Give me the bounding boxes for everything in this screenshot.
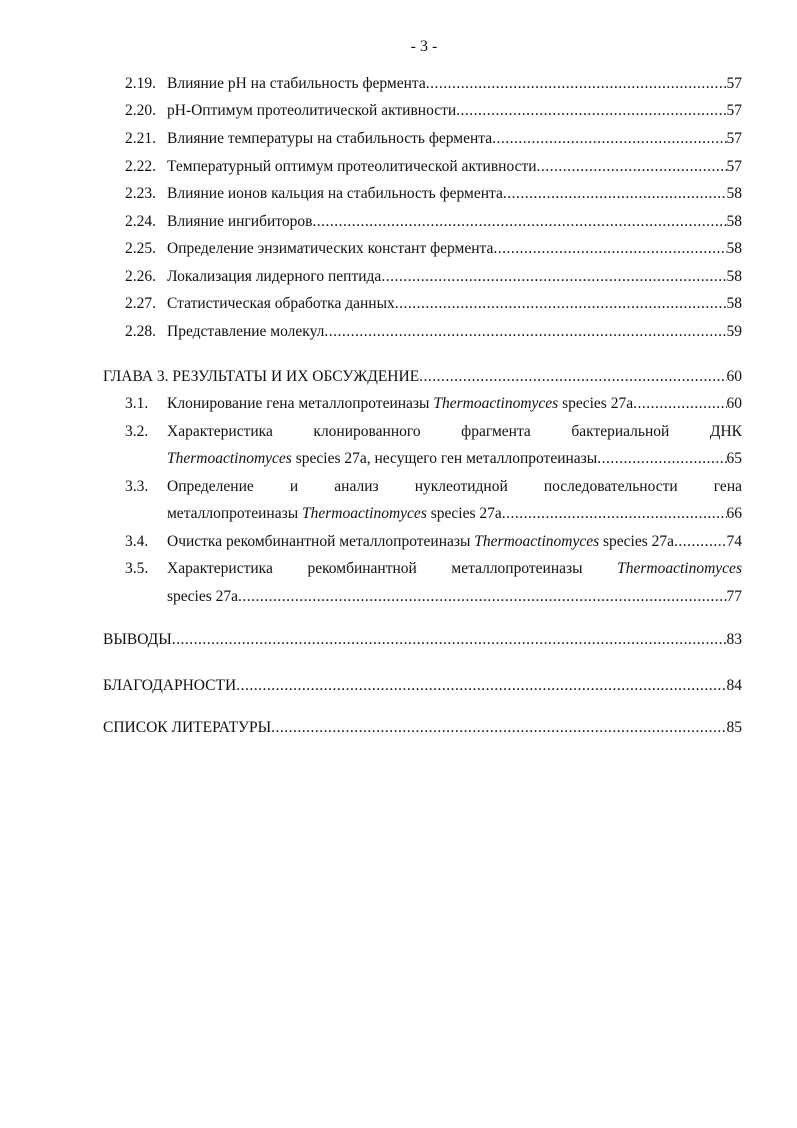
toc-entry-2-19[interactable]	[0, 73, 797, 95]
chapter-title: ГЛАВА 3. РЕЗУЛЬТАТЫ И ИХ ОБСУЖДЕНИЕ	[103, 368, 420, 385]
entry-title-line-1	[167, 558, 742, 580]
entry-page: 58	[726, 295, 742, 312]
title-word: Определение	[167, 478, 254, 495]
title-text: Очистка рекомбинантной металлопротеиназы	[167, 533, 475, 550]
title-word: рекомбинантной	[307, 560, 417, 577]
toc-entry-2-27[interactable]	[0, 293, 797, 315]
entry-page: 83	[726, 631, 742, 648]
entry-number: 3.2.	[125, 423, 149, 440]
toc-entry-2-24[interactable]	[0, 211, 797, 233]
entry-page: 60	[726, 395, 742, 412]
dot-leader	[238, 586, 726, 608]
title-word: фрагмента	[461, 423, 531, 440]
title-word: клонированного	[313, 423, 421, 440]
entry-page: 58	[726, 240, 742, 257]
entry-number: 3.3.	[125, 478, 149, 495]
title-text: species 27a, несущего ген металлопротеиназы	[291, 450, 598, 467]
entry-number: 3.1.	[125, 395, 149, 412]
entry-title-line-2: species 27a	[167, 588, 239, 605]
dot-leader	[456, 100, 726, 122]
title-word: Характеристика	[167, 560, 273, 577]
entry-number: 2.24.	[125, 213, 156, 230]
dot-leader	[674, 531, 726, 553]
dot-leader	[493, 238, 726, 260]
title-word: бактериальной	[571, 423, 670, 440]
entry-title: Влияние pH на стабильность фермента	[167, 75, 426, 92]
genus-name: Thermoactinomyces	[617, 560, 742, 577]
dot-leader	[419, 366, 726, 388]
title-word: последовательности	[543, 478, 678, 495]
dot-leader	[426, 73, 727, 95]
entry-title	[167, 531, 674, 553]
title-word: и	[289, 478, 299, 495]
title-text: species 27a	[426, 505, 502, 522]
entry-number: 2.25.	[125, 240, 156, 257]
title-word: металлопротеиназы	[451, 560, 583, 577]
toc-entry-2-25[interactable]	[0, 238, 797, 260]
dot-leader	[381, 266, 726, 288]
toc-references[interactable]	[0, 717, 797, 739]
entry-page: 58	[726, 268, 742, 285]
entry-page: 57	[726, 102, 742, 119]
entry-number: 2.19.	[125, 75, 156, 92]
entry-title: СПИСОК ЛИТЕРАТУРЫ	[103, 719, 272, 736]
entry-number: 2.28.	[125, 323, 156, 340]
entry-number: 2.27.	[125, 295, 156, 312]
genus-name: Thermoactinomyces	[167, 450, 292, 467]
entry-title: Локализация лидерного пептида	[167, 268, 382, 285]
title-text: металлопротеиназы	[167, 505, 303, 522]
entry-title: Статистическая обработка данных	[167, 295, 395, 312]
entry-title: Влияние ионов кальция на стабильность фермента	[167, 185, 503, 202]
genus-name: Thermoactinomyces	[302, 505, 427, 522]
dot-leader	[502, 503, 727, 525]
entry-title-line-2	[167, 503, 502, 525]
genus-name: Thermoactinomyces	[433, 395, 559, 412]
entry-page: 57	[726, 75, 742, 92]
dot-leader	[633, 393, 726, 415]
title-word: ДНК	[709, 423, 742, 440]
dot-leader	[537, 156, 727, 178]
title-text: Клонирование гена металлопротеиназы	[167, 395, 434, 412]
toc-entry-3-1[interactable]	[0, 393, 797, 415]
entry-title-line-2	[167, 448, 597, 470]
entry-title: Влияние ингибиторов	[167, 213, 313, 230]
entry-title-line-1	[167, 421, 742, 443]
toc-entry-2-22[interactable]	[0, 156, 797, 178]
entry-title-line-1	[167, 476, 742, 498]
entry-number: 2.20.	[125, 102, 156, 119]
entry-page: 57	[726, 130, 742, 147]
entry-number: 2.23.	[125, 185, 156, 202]
dot-leader	[271, 717, 726, 739]
entry-title	[167, 393, 633, 415]
dot-leader	[236, 675, 726, 697]
title-word: анализ	[334, 478, 379, 495]
toc-acknowledgements[interactable]	[0, 675, 797, 697]
toc-entry-2-28[interactable]	[0, 321, 797, 343]
toc-entry-3-4[interactable]	[0, 531, 797, 553]
entry-number: 3.4.	[125, 533, 149, 550]
toc-entry-2-20[interactable]	[0, 100, 797, 122]
title-word: гена	[713, 478, 742, 495]
entry-title: Определение энзиматических констант фермента	[167, 240, 494, 257]
toc-entry-2-23[interactable]	[0, 183, 797, 205]
toc-conclusions[interactable]	[0, 629, 797, 651]
toc-entry-2-26[interactable]	[0, 266, 797, 288]
toc-entry-2-21[interactable]	[0, 128, 797, 150]
entry-number: 3.5.	[125, 560, 149, 577]
entry-page: 77	[726, 588, 742, 605]
entry-page: 58	[726, 213, 742, 230]
entry-page: 84	[726, 677, 742, 694]
chapter-page: 60	[726, 368, 742, 385]
title-text: species 27a	[599, 533, 675, 550]
entry-page: 65	[726, 450, 742, 467]
entry-number: 2.21.	[125, 130, 156, 147]
toc-chapter-3[interactable]	[0, 366, 797, 388]
dot-leader	[503, 183, 727, 205]
entry-title: Температурный оптимум протеолитической активности	[167, 158, 537, 175]
entry-page: 74	[726, 533, 742, 550]
entry-page: 58	[726, 185, 742, 202]
title-word: нуклеотидной	[414, 478, 508, 495]
dot-leader	[597, 448, 726, 470]
entry-number: 2.26.	[125, 268, 156, 285]
dot-leader	[492, 128, 726, 150]
dot-leader	[324, 321, 726, 343]
entry-title: БЛАГОДАРНОСТИ	[103, 677, 237, 694]
entry-page: 85	[726, 719, 742, 736]
entry-number: 2.22.	[125, 158, 156, 175]
title-text: species 27a	[558, 395, 634, 412]
entry-title: Представление молекул	[167, 323, 325, 340]
entry-title: Влияние температуры на стабильность фермента	[167, 130, 493, 147]
genus-name: Thermoactinomyces	[474, 533, 600, 550]
entry-title: ВЫВОДЫ	[103, 631, 172, 648]
entry-title: pH-Оптимум протеолитической активности	[167, 102, 457, 119]
entry-page: 59	[726, 323, 742, 340]
dot-leader	[395, 293, 727, 315]
dot-leader	[312, 211, 726, 233]
title-word: Характеристика	[167, 423, 273, 440]
page-number: - 3 -	[410, 38, 438, 55]
entry-page: 66	[726, 505, 742, 522]
dot-leader	[172, 629, 727, 651]
entry-page: 57	[726, 158, 742, 175]
